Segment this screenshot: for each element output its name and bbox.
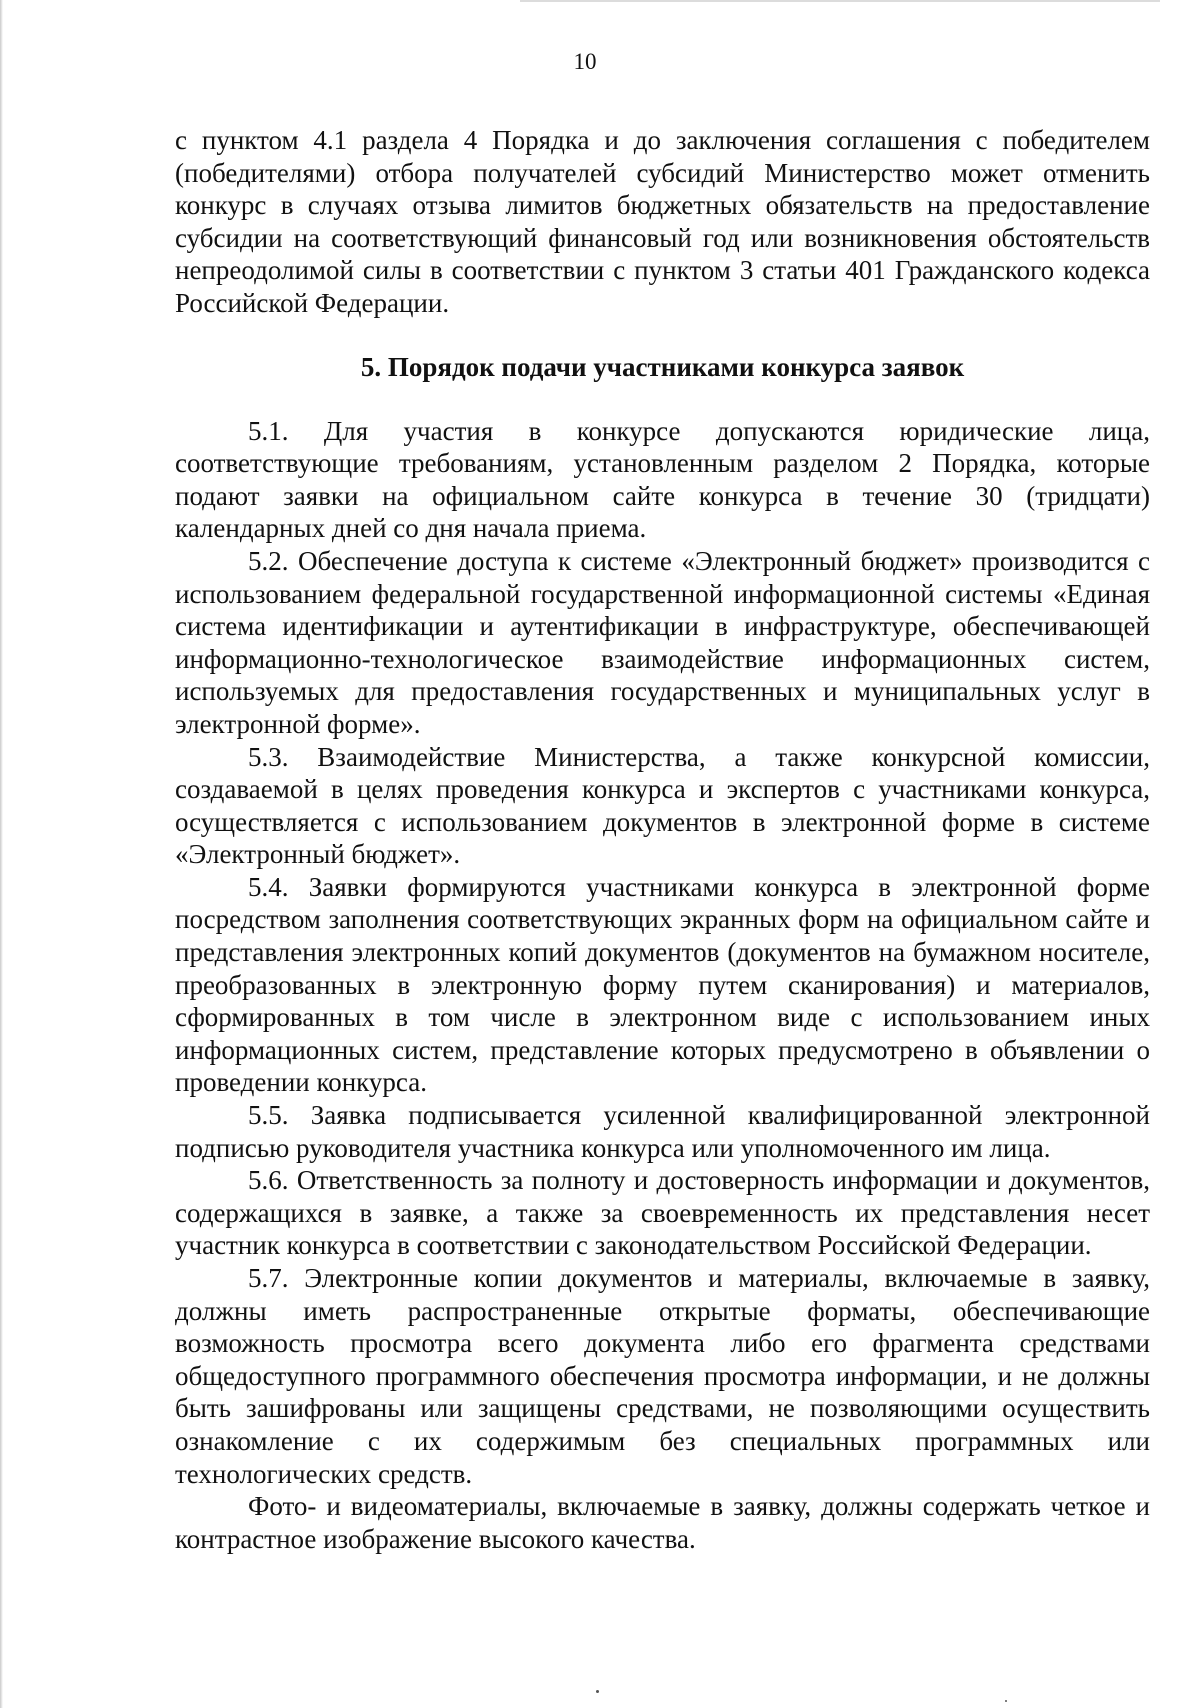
paragraph-5-5: 5.5. Заявка подписывается усиленной квалифицированной электронной подписью руководителя участника конкурса или уполномоченного им лица. bbox=[175, 1100, 1150, 1163]
paragraph-5-2: 5.2. Обеспечение доступа к системе «Электронный бюджет» производится с использованием федеральной государственной информационной системы «Единая система идентификации и аутентификации в инфраструктуре, обеспечивающей информационно-технологическое взаимодействие информационных систем, используемых для предоставления государственных и муниципальных услуг в электронной форме». bbox=[175, 545, 1150, 739]
paragraph-5-6: 5.6. Ответственность за полноту и достоверность информации и документов, содержащихся в заявке, а также за своевременность их представления несет участник конкурса в соответствии с законодательством Российской Федерации. bbox=[175, 1165, 1150, 1261]
document-body bbox=[175, 124, 1150, 1555]
paragraph-photo-video: Фото- и видеоматериалы, включаемые в заявку, должны содержать четкое и контрастное изображение высокого качества. bbox=[175, 1491, 1150, 1554]
paragraph-5-3: 5.3. Взаимодействие Министерства, а также конкурсной комиссии, создаваемой в целях проведения конкурса и экспертов с участниками конкурса, осуществляется с использованием документов в электронной форме в системе «Электронный бюджет». bbox=[175, 741, 1150, 870]
intro-paragraph: с пунктом 4.1 раздела 4 Порядка и до заключения соглашения с победителем (победителями) отбора получателей субсидий Министерство может отменить конкурс в случаях отзыва лимитов бюджетных обязательств на предоставление субсидии на соответствующий финансовый год или возникновения обстоятельств непреодолимой силы в соответствии с пунктом 3 статьи 401 Гражданского кодекса Российской Федерации. bbox=[175, 125, 1150, 318]
paragraph-5-7: 5.7. Электронные копии документов и материалы, включаемые в заявку, должны иметь распространенные открытые форматы, обеспечивающие возможность просмотра всего документа либо его фрагмента средствами общедоступного программного обеспечения просмотра информации, и не должны быть зашифрованы или защищены средствами, не позволяющими осуществить ознакомление с их содержимым без специальных программных или технологических средств. bbox=[175, 1263, 1150, 1489]
scan-edge-top bbox=[520, 0, 1160, 2]
paragraph-5-1: 5.1. Для участия в конкурсе допускаются юридические лица, соответствующие требованиям, установленным разделом 2 Порядка, которые подают заявки на официальном сайте конкурса в течение 30 (тридцати) календарных дней со дня начала приема. bbox=[175, 415, 1150, 544]
scan-edge-left bbox=[0, 0, 3, 1708]
scan-speck bbox=[1005, 1700, 1007, 1702]
scan-speck bbox=[596, 1690, 599, 1693]
page-number: 10 bbox=[573, 49, 597, 74]
section-heading: 5. Порядок подачи участниками конкурса заявок bbox=[360, 351, 965, 382]
paragraph-5-4: 5.4. Заявки формируются участниками конкурса в электронной форме посредством заполнения соответствующих экранных форм на официальном сайте и представления электронных копий документов (документов на бумажном носителе, преобразованных в электронную форму путем сканирования) и материалов, сформированных в том числе в электронном виде с использованием иных информационных систем, представление которых предусмотрено в объявлении о проведении конкурса. bbox=[175, 871, 1150, 1098]
